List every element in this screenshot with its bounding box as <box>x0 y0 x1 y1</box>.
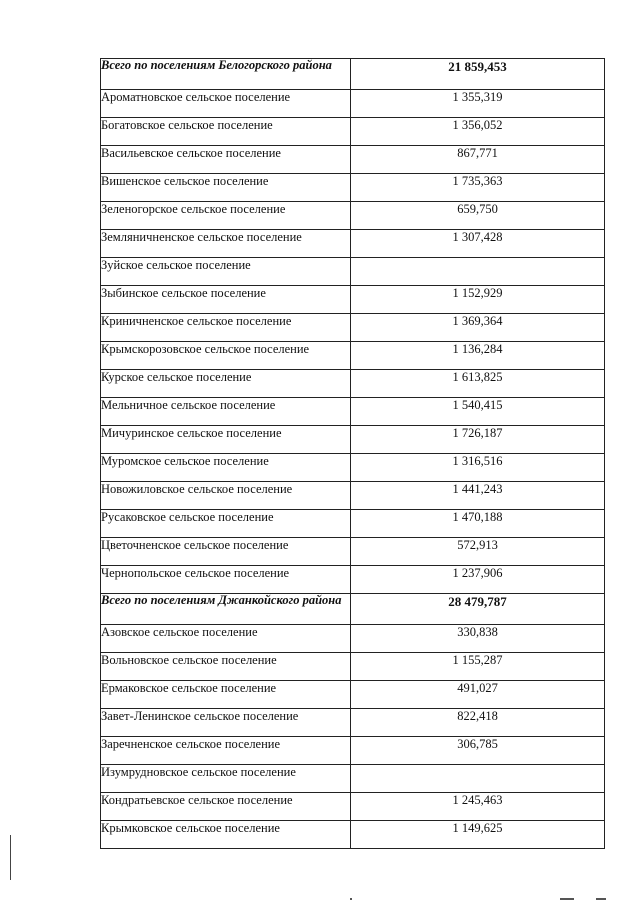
settlement-value: 822,418 <box>351 709 605 737</box>
scan-margin-line <box>10 835 11 880</box>
settlement-name: Крымковское сельское поселение <box>101 821 351 849</box>
section-title: Всего по поселениям Белогорского района <box>101 59 351 90</box>
table-row <box>101 821 605 849</box>
settlement-name: Земляничненское сельское поселение <box>101 230 351 258</box>
settlement-name: Зыбинское сельское поселение <box>101 286 351 314</box>
table-row <box>101 230 605 258</box>
settlement-value: 659,750 <box>351 202 605 230</box>
table-row <box>101 342 605 370</box>
settlement-name: Ароматновское сельское поселение <box>101 90 351 118</box>
settlement-name: Зеленогорское сельское поселение <box>101 202 351 230</box>
settlement-value: 1 540,415 <box>351 398 605 426</box>
settlement-name: Чернопольское сельское поселение <box>101 566 351 594</box>
settlement-name: Крымскорозовское сельское поселение <box>101 342 351 370</box>
settlement-value: 491,027 <box>351 681 605 709</box>
settlement-value <box>351 765 605 793</box>
table-row <box>101 370 605 398</box>
settlement-value: 1 149,625 <box>351 821 605 849</box>
settlement-value: 1 316,516 <box>351 454 605 482</box>
table-row <box>101 202 605 230</box>
table-row <box>101 709 605 737</box>
table-row <box>101 765 605 793</box>
settlement-value: 1 307,428 <box>351 230 605 258</box>
settlement-name: Васильевское сельское поселение <box>101 146 351 174</box>
settlement-name: Цветочненское сельское поселение <box>101 538 351 566</box>
settlement-name: Богатовское сельское поселение <box>101 118 351 146</box>
settlement-value: 330,838 <box>351 625 605 653</box>
scan-speck <box>350 898 352 900</box>
settlement-value <box>351 258 605 286</box>
table-row <box>101 625 605 653</box>
settlement-name: Криничненское сельское поселение <box>101 314 351 342</box>
settlement-value: 867,771 <box>351 146 605 174</box>
table-row <box>101 510 605 538</box>
table-row <box>101 398 605 426</box>
table-row <box>101 426 605 454</box>
settlement-value: 1 245,463 <box>351 793 605 821</box>
settlement-name: Вольновское сельское поселение <box>101 653 351 681</box>
table-row <box>101 314 605 342</box>
settlement-name: Муромское сельское поселение <box>101 454 351 482</box>
table-row <box>101 538 605 566</box>
section-total-value: 21 859,453 <box>351 59 605 90</box>
settlement-name: Русаковское сельское поселение <box>101 510 351 538</box>
table-row <box>101 258 605 286</box>
settlement-value: 306,785 <box>351 737 605 765</box>
table-row <box>101 146 605 174</box>
settlement-name: Кондратьевское сельское поселение <box>101 793 351 821</box>
table-row <box>101 286 605 314</box>
settlement-value: 1 155,287 <box>351 653 605 681</box>
settlement-name: Ермаковское сельское поселение <box>101 681 351 709</box>
settlement-name: Курское сельское поселение <box>101 370 351 398</box>
settlement-value: 1 356,052 <box>351 118 605 146</box>
settlement-value: 572,913 <box>351 538 605 566</box>
settlement-value: 1 152,929 <box>351 286 605 314</box>
table-row <box>101 653 605 681</box>
table-row <box>101 174 605 202</box>
settlement-value: 1 726,187 <box>351 426 605 454</box>
settlement-name: Мельничное сельское поселение <box>101 398 351 426</box>
table-row <box>101 454 605 482</box>
table-row <box>101 737 605 765</box>
settlement-name: Мичуринское сельское поселение <box>101 426 351 454</box>
settlement-value: 1 355,319 <box>351 90 605 118</box>
settlement-name: Азовское сельское поселение <box>101 625 351 653</box>
section-total-row <box>101 59 605 90</box>
settlement-value: 1 136,284 <box>351 342 605 370</box>
budget-table <box>100 58 605 849</box>
settlement-name: Новожиловское сельское поселение <box>101 482 351 510</box>
table-row <box>101 793 605 821</box>
settlement-value: 1 735,363 <box>351 174 605 202</box>
section-total-row <box>101 594 605 625</box>
settlement-name: Заречненское сельское поселение <box>101 737 351 765</box>
scan-speck <box>560 898 574 900</box>
section-title: Всего по поселениям Джанкойского района <box>101 594 351 625</box>
budget-table-body <box>101 59 605 849</box>
settlement-name: Изумрудновское сельское поселение <box>101 765 351 793</box>
scan-speck <box>596 898 606 900</box>
settlement-name: Завет-Ленинское сельское поселение <box>101 709 351 737</box>
section-total-value: 28 479,787 <box>351 594 605 625</box>
settlement-value: 1 441,243 <box>351 482 605 510</box>
table-row <box>101 681 605 709</box>
settlement-name: Зуйское сельское поселение <box>101 258 351 286</box>
settlement-value: 1 369,364 <box>351 314 605 342</box>
settlement-value: 1 237,906 <box>351 566 605 594</box>
table-row <box>101 482 605 510</box>
settlement-value: 1 613,825 <box>351 370 605 398</box>
table-row <box>101 566 605 594</box>
settlement-name: Вишенское сельское поселение <box>101 174 351 202</box>
table-row <box>101 90 605 118</box>
table-row <box>101 118 605 146</box>
settlement-value: 1 470,188 <box>351 510 605 538</box>
